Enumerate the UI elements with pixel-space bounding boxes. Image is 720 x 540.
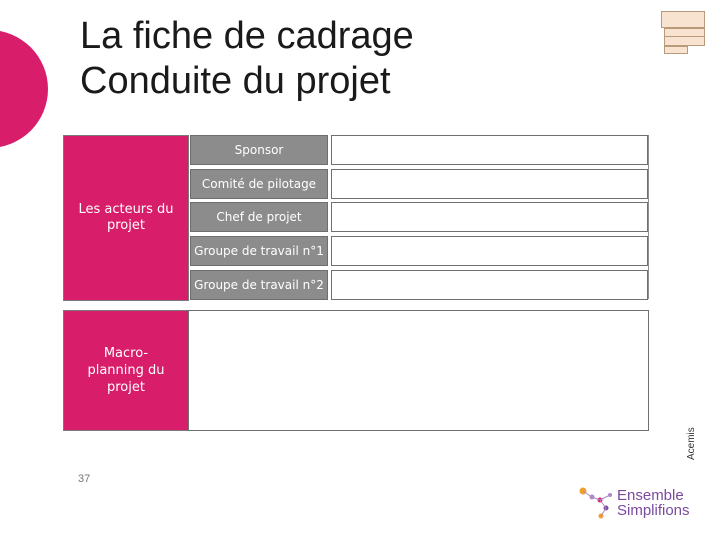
groupe-travail-2-field[interactable] [331, 270, 648, 300]
acemis-credit: Acemis [686, 427, 697, 460]
page-number: 37 [78, 473, 91, 485]
slide-title [80, 14, 414, 104]
role-groupe-travail-2: Groupe de travail n°2 [190, 270, 328, 300]
decorative-circle [0, 30, 48, 148]
sponsor-field[interactable] [331, 135, 648, 165]
actors-label-line-2: projet [107, 218, 145, 233]
planning-label-line-2: planning du [87, 363, 165, 378]
logo-wordmark [617, 488, 690, 518]
role-chef-projet: Chef de projet [190, 202, 328, 232]
groupe-travail-1-field[interactable] [331, 236, 648, 266]
macro-planning-field[interactable] [188, 310, 649, 431]
role-sponsor: Sponsor [190, 135, 328, 165]
title-line-1: La fiche de cadrage [80, 15, 414, 57]
title-line-2: Conduite du projet [80, 60, 391, 102]
actors-label-line-1: Les acteurs du [78, 202, 174, 217]
planning-label-line-3: projet [107, 380, 145, 395]
actors-right-border [648, 135, 649, 299]
chef-projet-field[interactable] [331, 202, 648, 232]
planning-label-block [63, 310, 189, 431]
role-groupe-travail-1: Groupe de travail n°1 [190, 236, 328, 266]
thumbnail-card-3 [664, 36, 705, 46]
actors-label-block [63, 135, 189, 301]
logo-line-1: Ensemble [617, 487, 684, 504]
thumbnail-card-4 [664, 46, 688, 54]
thumbnail-card-1 [661, 11, 705, 28]
logo-line-2: Simplifions [617, 502, 690, 519]
planning-label-line-1: Macro- [103, 346, 149, 361]
comite-pilotage-field[interactable] [331, 169, 648, 199]
role-comite-pilotage: Comité de pilotage [190, 169, 328, 199]
